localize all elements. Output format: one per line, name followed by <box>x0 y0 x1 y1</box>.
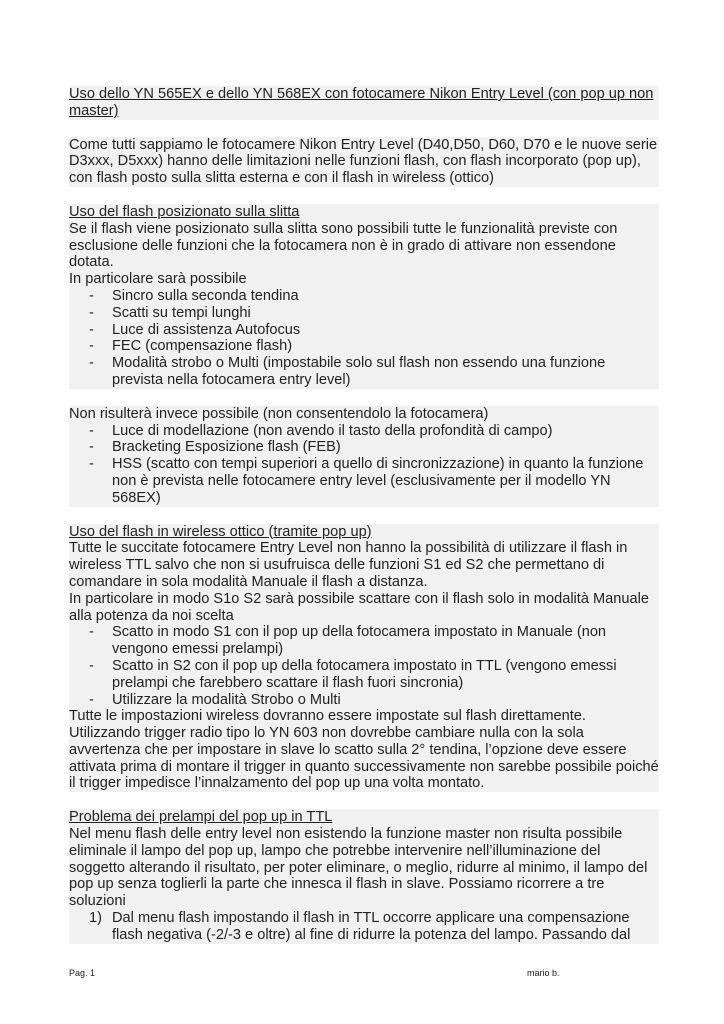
list-item: - Modalità strobo o Multi (impostabile solo sul flash non essendo una funzione prevista nella fotocamera entry level) <box>69 355 659 389</box>
list-bullet: - <box>89 304 94 321</box>
section1-paragraph: Se il flash viene posizionato sulla slitta sono possibili tutte le funzionalità previste con esclusione delle funzioni che la fotocamera non è in grado di attivare non essendone dotata. <box>69 221 659 271</box>
section2-trigger-note: Utilizzando trigger radio tipo lo YN 603 non dovrebbe cambiare nulla con la sola avvertenza che per impostare in slave lo scatto sulla 2° tendina, l’opzione deve essere attivata prima di montare il trigger in quanto successivamente non sarebbe possibile poiché il trigger impedisce l’innalzamento del pop up una volta montato. <box>69 725 659 792</box>
intro-paragraph: Come tutti sappiamo le fotocamere Nikon Entry Level (D40,D50, D60, D70 e le nuove serie D3xxx, D5xxx) hanno delle limitazioni nelle funzioni flash, con flash incorporato (pop up), con flash posto sulla slitta esterna e con il flash in wireless (ottico) <box>69 136 658 187</box>
list-item: - Bracketing Esposizione flash (FEB) <box>69 439 659 456</box>
section1-possible-intro: In particolare sarà possibile <box>69 271 659 288</box>
list-item: - Luce di modellazione (non avendo il tasto della profondità di campo) <box>69 423 659 440</box>
solutions-list <box>69 910 659 944</box>
list-bullet: - <box>89 338 94 355</box>
page-number: Pag. 1 <box>69 968 96 978</box>
list-bullet: - <box>89 439 94 456</box>
list-item: - Luce di assistenza Autofocus <box>69 322 659 339</box>
not-possible-features-list <box>69 423 659 507</box>
list-item: - HSS (scatto con tempi superiori a quello di sincronizzazione) in quanto la funzione non è prevista nelle fotocamere entry level (esclusivamente per il modello YN 568EX) <box>69 456 659 506</box>
list-bullet: - <box>89 691 94 708</box>
list-number: 1) <box>89 910 102 927</box>
section2-paragraph: Tutte le succitate fotocamere Entry Level non hanno la possibilità di utilizzare il flash in wireless TTL salvo che non si usufruisca delle funzioni S1 ed S2 che permettano di comandare in sola modalità Manuale il flash a distanza. <box>69 540 659 590</box>
list-bullet: - <box>89 456 94 473</box>
list-bullet: - <box>89 287 94 304</box>
list-item: 1) Dal menu flash impostando il flash in TTL occorre applicare una compensazione flash negativa (-2/-3 e oltre) al fine di ridurre la potenza del lampo. Passando dal <box>69 910 659 944</box>
list-bullet: - <box>89 422 94 439</box>
section3-heading: Problema dei prelampi del pop up in TTL <box>69 809 659 826</box>
section2-intro: In particolare in modo S1o S2 sarà possibile scattare con il flash solo in modalità Manuale alla potenza da noi scelta <box>69 591 659 625</box>
list-item: - Scatto in S2 con il pop up della fotocamera impostato in TTL (vengono emessi prelampi che farebbero scattare il flash fuori sincronia) <box>69 658 659 692</box>
list-item: - Scatto in modo S1 con il pop up della fotocamera impostato in Manuale (non vengono emessi prelampi) <box>69 624 659 658</box>
document-page <box>69 86 659 944</box>
section2-settings-note: Tutte le impostazioni wireless dovranno essere impostate sul flash direttamente. <box>69 708 659 725</box>
list-bullet: - <box>89 624 94 641</box>
list-bullet: - <box>89 355 94 372</box>
wireless-modes-list <box>69 624 659 708</box>
list-item: - FEC (compensazione flash) <box>69 338 659 355</box>
possible-features-list <box>69 288 659 389</box>
author-name: mario b. <box>527 968 560 978</box>
list-bullet: - <box>89 321 94 338</box>
list-item: - Utilizzare la modalità Strobo o Multi <box>69 692 659 709</box>
list-item: - Scatti su tempi lunghi <box>69 305 659 322</box>
list-bullet: - <box>89 657 94 674</box>
document-title: Uso dello YN 565EX e dello YN 568EX con fotocamere Nikon Entry Level (con pop up non master) <box>69 86 659 120</box>
section3-paragraph: Nel menu flash delle entry level non esistendo la funzione master non risulta possibile eliminale il lampo del pop up, lampo che potrebbe intervenire nell’illuminazione del soggetto alterando il risultato, per poter eliminare, o meglio, ridurre al minimo, il lampo del pop up senza toglierli la parte che innesca il flash in slave. Possiamo ricorrere a tre soluzioni <box>69 826 659 910</box>
section1-not-possible-intro: Non risulterà invece possibile (non consentendolo la fotocamera) <box>69 406 659 423</box>
list-item: - Sincro sulla seconda tendina <box>69 288 659 305</box>
section2-heading: Uso del flash in wireless ottico (tramite pop up) <box>69 524 659 541</box>
section1-heading: Uso del flash posizionato sulla slitta <box>69 204 659 221</box>
